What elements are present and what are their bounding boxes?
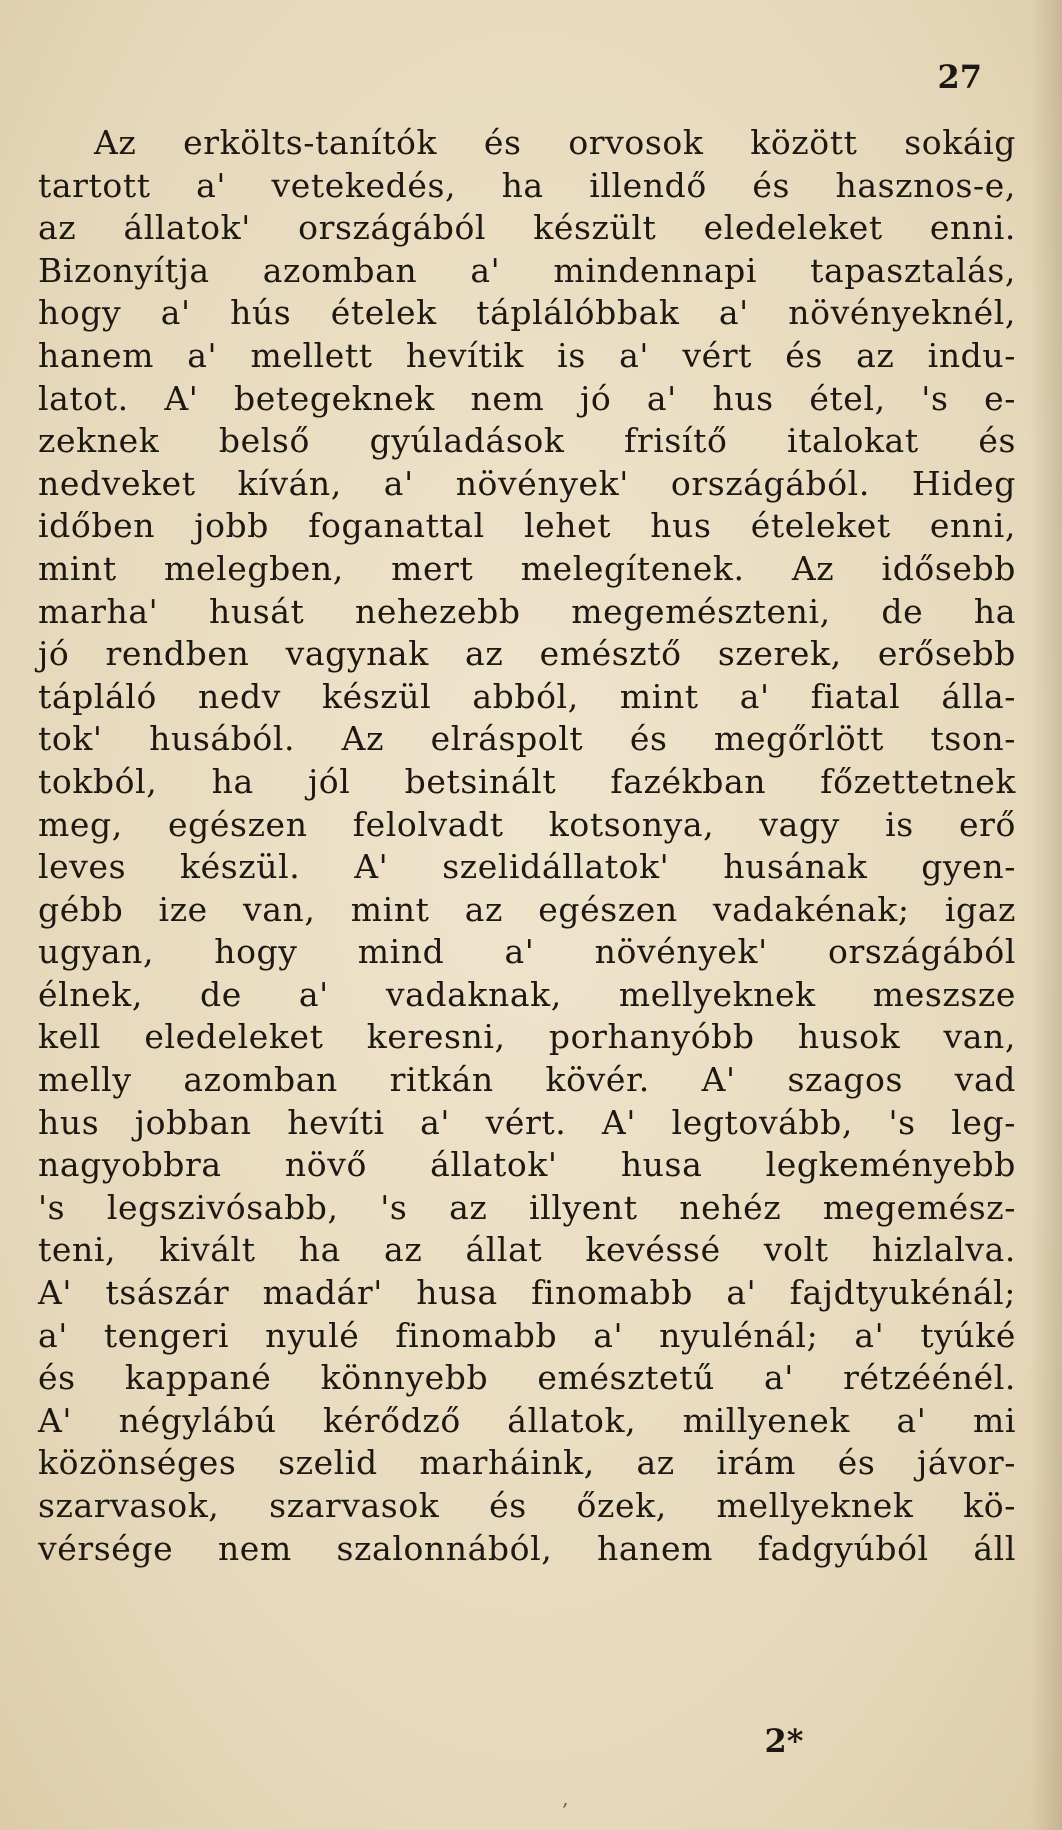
text-line: gébb ize van, mint az egészen vadakénak; igaz xyxy=(38,889,1016,929)
text-line: élnek, de a' vadaknak, mellyeknek meszsze xyxy=(38,974,1016,1014)
text-line: zeknek belső gyúladások frisítő italokat és xyxy=(38,421,1016,461)
text-line: latot. A' betegeknek nem jó a' hus étel, 's e- xyxy=(38,378,1016,418)
text-line: teni, kivált ha az állat kevéssé volt hizlalva. xyxy=(38,1230,1016,1270)
text-line: az állatok' országából készült eledeleket enni. xyxy=(38,208,1016,248)
text-line: melly azomban ritkán kövér. A' szagos vad xyxy=(38,1060,1016,1100)
stray-ink-mark: ‚ xyxy=(562,1786,569,1810)
text-line: marha' husát nehezebb megemészteni, de ha xyxy=(38,591,1016,631)
text-line: időben jobb foganattal lehet hus ételeket enni, xyxy=(38,506,1016,546)
text-line: nagyobbra növő állatok' husa legkeményebb xyxy=(38,1145,1016,1185)
text-line: szarvasok, szarvasok és őzek, mellyeknek kö- xyxy=(38,1486,1016,1525)
signature-mark: 2* xyxy=(764,1722,804,1760)
text-line: 's legszivósabb, 's az illyent nehéz megemész- xyxy=(38,1187,1016,1227)
text-line: és kappané könnyebb emésztetű a' rétzéénél. xyxy=(38,1358,1016,1398)
text-line: mint melegben, mert melegítenek. Az idősebb xyxy=(38,548,1016,588)
page-edge-shadow xyxy=(1030,0,1062,1830)
text-line: tok' husából. Az elráspolt és megőrlött tson- xyxy=(38,719,1016,759)
text-line: hus jobban hevíti a' vért. A' legtovább, 's leg- xyxy=(38,1102,1016,1142)
text-line: leves készül. A' szelidállatok' husának gyen- xyxy=(38,847,1016,887)
text-line: A' négylábú kérődző állatok, millyenek a' mi xyxy=(38,1400,1016,1440)
text-line: a' tengeri nyulé finomabb a' nyulénál; a' tyúké xyxy=(38,1315,1016,1355)
text-line: A' tsászár madár' husa finomabb a' fajdtyukénál; xyxy=(38,1273,1016,1313)
text-line: közönséges szelid marháink, az irám és jávor- xyxy=(38,1443,1016,1483)
text-line: jó rendben vagynak az emésztő szerek, erősebb xyxy=(38,634,1016,674)
text-line: tápláló nedv készül abból, mint a' fiatal álla- xyxy=(38,676,1016,716)
text-line: ugyan, hogy mind a' növények' országából xyxy=(38,932,1016,972)
text-line: kell eledeleket keresni, porhanyóbb husok van, xyxy=(38,1017,1016,1057)
text-line: vérsége nem szalonnából, hanem fadgyúból áll xyxy=(38,1528,1016,1568)
text-line: tartott a' vetekedés, ha illendő és hasznos-e, xyxy=(38,165,1016,205)
text-line: Bizonyítja azomban a' mindennapi tapasztalás, xyxy=(38,250,1016,290)
page-number: 27 xyxy=(937,58,982,96)
text-line: Az erkölts-tanítók és orvosok között sokáig xyxy=(94,123,1016,162)
text-line: hanem a' mellett hevítik is a' vért és az indu- xyxy=(38,335,1016,375)
body-text xyxy=(38,122,1016,1570)
text-line: nedveket kíván, a' növények' országából. Hideg xyxy=(38,463,1016,503)
text-line: hogy a' hús ételek táplálóbbak a' növényeknél, xyxy=(38,293,1016,333)
text-line: meg, egészen felolvadt kotsonya, vagy is erő xyxy=(38,804,1016,844)
text-line: tokból, ha jól betsinált fazékban főzettetnek xyxy=(38,761,1016,801)
